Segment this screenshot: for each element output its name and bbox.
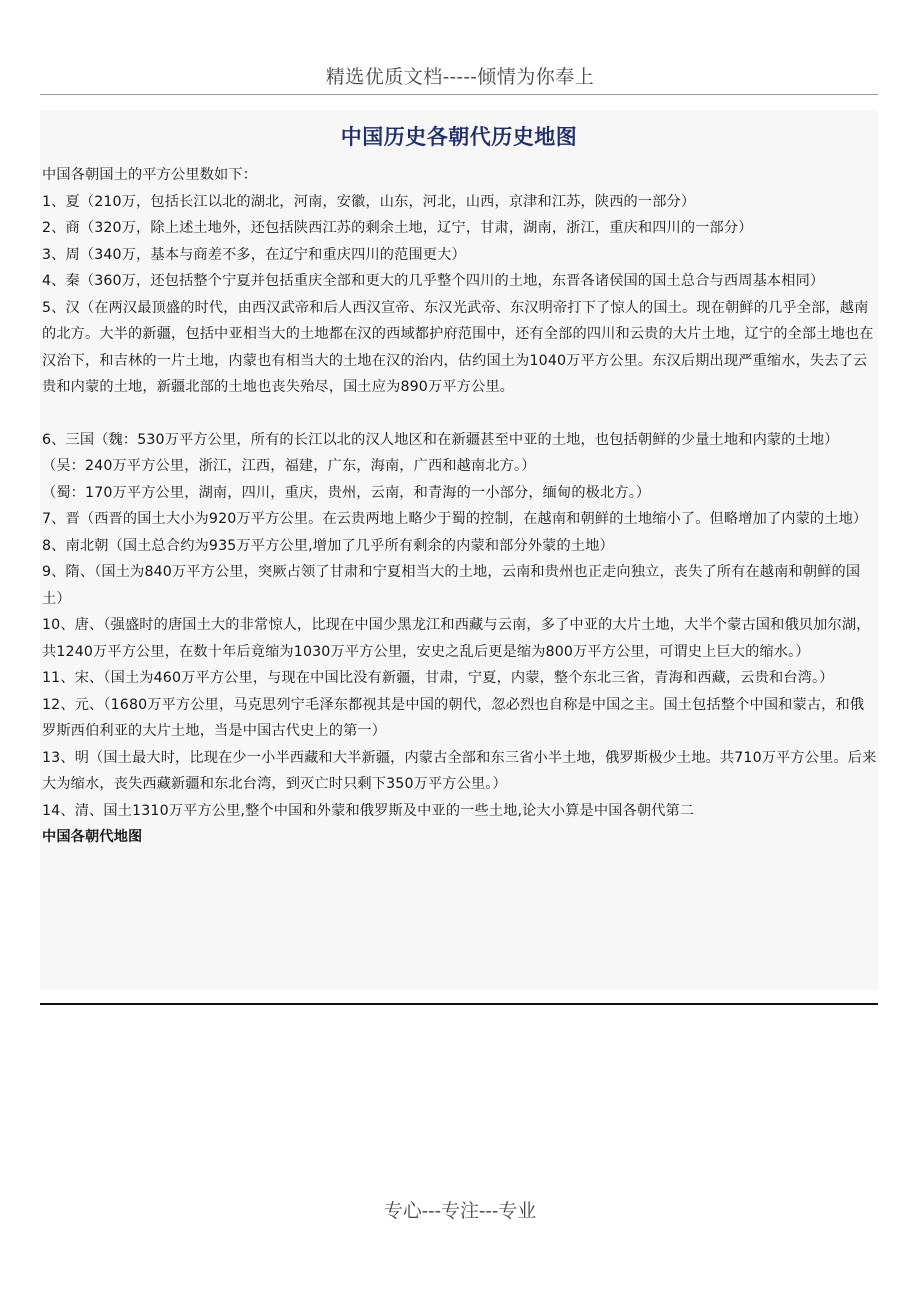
maps-section-heading: 中国各朝代地图 bbox=[42, 829, 143, 845]
dynasty-item-xia: 1、夏（210万，包括长江以北的湖北，河南，安徽，山东，河北，山西，京津和江苏，陕西的一部分） bbox=[42, 193, 696, 210]
document-title: 中国历史各朝代历史地图 bbox=[340, 125, 578, 149]
dynasty-item-shang: 2、商（320万，除上述土地外，还包括陕西江苏的剩余土地，辽宁，甘肃，湖南，浙江，重庆和四川的一部分） bbox=[42, 220, 753, 236]
dynasty-item-song: 11、宋、（国土为460万平方公里，与现在中国比没有新疆，甘肃，宁夏，内蒙，整个东北三省，青海和西藏，云贵和台湾。） bbox=[42, 670, 834, 686]
dynasty-item-ming: 13、明（国土最大时，比现在少一小半西藏和大半新疆，内蒙古全部和东三省小半土地，俄罗斯极少土地。共710万平方公里。后来大为缩水，丧失西藏新疆和东北台湾，到灭亡时只剩下350万平方公里。） bbox=[42, 749, 877, 792]
dynasty-item-qin: 4、秦（360万，还包括整个宁夏并包括重庆全部和更大的几乎整个四川的土地，东晋各诸侯国的国土总合与西周基本相同） bbox=[42, 273, 825, 289]
dynasty-item-three-kingdoms-wu: （吴：240万平方公里，浙江，江西，福建，广东，海南，广西和越南北方。） bbox=[42, 458, 536, 474]
intro-paragraph: 中国各朝国土的平方公里数如下： bbox=[42, 167, 258, 183]
content-bottom-divider bbox=[40, 1003, 878, 1005]
dynasty-item-han: 5、汉（在两汉最顶盛的时代，由西汉武帝和后人西汉宣帝、东汉光武帝、东汉明帝打下了惊人的国土。现在朝鲜的几乎全部，越南的北方。大半的新疆，包括中亚相当大的土地都在汉的西域都护府范围中，还有全部的四川和云贵的大片土地，辽宁的全部土地也在汉治下，和吉林的一片土地，内蒙也有相当大的土地在汉的治内，估约国土为1040万平方公里。东汉后期出现严重缩水，失去了云贵和内蒙的土地，新疆北部的土地也丧失殆尽，国土应为890万平方公里。 bbox=[42, 299, 874, 395]
dynasty-item-qing: 14、清、国土1310万平方公里,整个中国和外蒙和俄罗斯及中亚的一些土地,论大小算是中国各朝代第二 bbox=[42, 802, 695, 819]
document-body bbox=[42, 162, 878, 851]
dynasty-item-sui: 9、隋、（国土为840万平方公里，突厥占领了甘肃和宁夏相当大的土地，云南和贵州也正走向独立，丧失了所有在越南和朝鲜的国土） bbox=[42, 564, 861, 607]
dynasty-item-jin: 7、晋（西晋的国土大小为920万平方公里。在云贵两地上略少于蜀的控制，在越南和朝鲜的土地缩小了。但略增加了内蒙的土地） bbox=[42, 511, 868, 527]
dynasty-item-yuan: 12、元、（1680万平方公里，马克思列宁毛泽东都视其是中国的朝代，忽必烈也自称是中国之主。国土包括整个中国和蒙古，和俄罗斯西伯利亚的大片土地，当是中国古代史上的第一） bbox=[42, 696, 865, 739]
dynasty-item-three-kingdoms-wei: 6、三国（魏：530万平方公里，所有的长江以北的汉人地区和在新疆甚至中亚的土地，也包括朝鲜的少量土地和内蒙的土地） bbox=[42, 431, 839, 448]
page-footer: 专心---专注---专业 bbox=[383, 1200, 537, 1222]
dynasty-item-three-kingdoms-shu: （蜀：170万平方公里，湖南，四川，重庆，贵州，云南，和青海的一小部分，缅甸的极北方。） bbox=[42, 484, 651, 501]
dynasty-item-zhou: 3、周（340万，基本与商差不多，在辽宁和重庆四川的范围更大） bbox=[42, 246, 466, 263]
dynasty-item-southern-northern: 8、南北朝（国土总合约为935万平方公里,增加了几乎所有剩余的内蒙和部分外蒙的土地） bbox=[42, 537, 614, 554]
page-header-title: 精选优质文档-----倾情为你奉上 bbox=[325, 66, 595, 88]
header-divider bbox=[40, 94, 878, 95]
paragraph-gap bbox=[42, 401, 878, 427]
dynasty-item-tang: 10、唐、（强盛时的唐国土大的非常惊人，比现在中国少黑龙江和西藏与云南，多了中亚的大片土地，大半个蒙古国和俄贝加尔湖，共1240万平方公里，在数十年后竟缩为1030万平方公里，安史之乱后更是缩为800万平方公里，可谓史上巨大的缩水。） bbox=[42, 617, 871, 660]
